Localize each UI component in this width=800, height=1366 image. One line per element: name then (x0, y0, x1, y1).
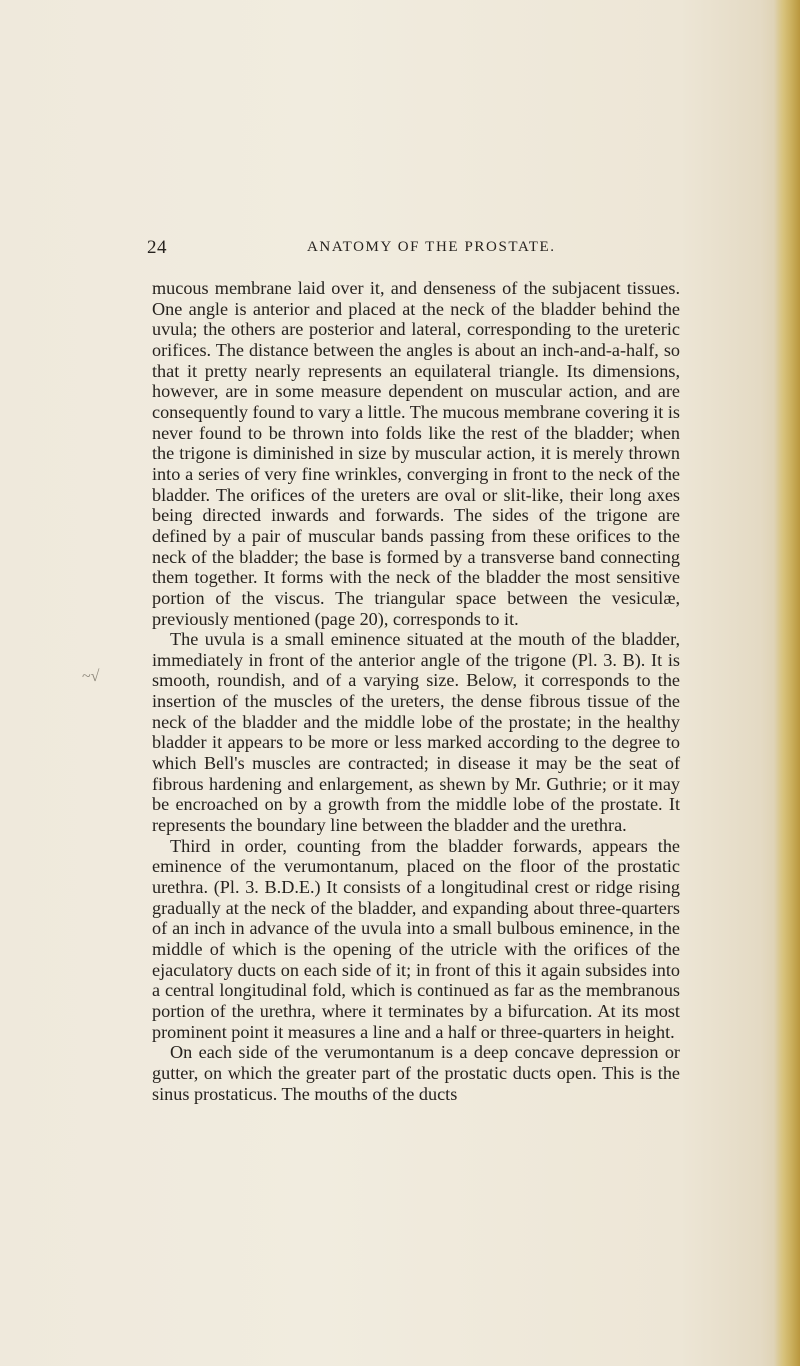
running-head (147, 237, 682, 263)
page-number: 24 (147, 237, 167, 258)
page-binding-edge (774, 0, 800, 1366)
paragraph-uvula: The uvula is a small eminence situated at the mouth of the bladder, immediately in front of the anterior angle of the trigone (Pl. 3. B). It is smooth, roundish, and of a varying size. Below, it corresponds to the insertion of the muscles of the ureters, the dense fibrous tissue of the neck of the bladder and the middle lobe of the prostate; in the healthy bladder it appears to be more or less marked according to the degree to which Bell's muscles are contracted; in disease it may be the seat of fibrous hardening and enlargement, as shewn by Mr. Guthrie; or it may be encroached on by a growth from the middle lobe of the prostate. It represents the boundary line between the bladder and the urethra. (152, 629, 680, 836)
running-title: ANATOMY OF THE PROSTATE. (307, 239, 556, 255)
paragraph-trigone-continued: mucous membrane laid over it, and denseness of the subjacent tissues. One angle is anterior and placed at the neck of the bladder behind the uvula; the others are posterior and lateral, corresponding to the ureteric orifices. The distance between the angles is about an inch-and-a-half, so that it pretty nearly represents an equilateral triangle. Its dimensions, however, are in some measure dependent on muscular action, and are consequently found to vary a little. The mucous membrane covering it is never found to be thrown into folds like the rest of the bladder; when the trigone is diminished in size by muscular action, it is merely thrown into a series of very fine wrinkles, converging in front to the neck of the bladder. The orifices of the ureters are oval or slit-like, their long axes being directed inwards and forwards. The sides of the trigone are defined by a pair of muscular bands passing from these orifices to the neck of the bladder; the base is formed by a transverse band connecting them together. It forms with the neck of the bladder the most sensitive portion of the viscus. The triangular space between the vesiculæ, previously mentioned (page 20), corresponds to it. (152, 278, 680, 629)
body-text (152, 278, 680, 1104)
paragraph-sinus-prostaticus: On each side of the verumontanum is a deep concave depression or gutter, on which the greater part of the prostatic ducts open. This is the sinus prostaticus. The mouths of the ducts (152, 1042, 680, 1104)
margin-pencil-mark: ~√ (82, 668, 100, 685)
paragraph-verumontanum: Third in order, counting from the bladder forwards, appears the eminence of the verumontanum, placed on the floor of the prostatic urethra. (Pl. 3. B.D.E.) It consists of a longitudinal crest or ridge rising gradually at the neck of the bladder, and expanding about three-quarters of an inch in advance of the uvula into a small bulbous eminence, in the middle of which is the opening of the utricle with the orifices of the ejaculatory ducts on each side of it; in front of this it again subsides into a central longitudinal fold, which is continued as far as the membranous portion of the urethra, where it terminates by a bifurcation. At its most prominent point it measures a line and a half or three-quarters in height. (152, 835, 680, 1042)
